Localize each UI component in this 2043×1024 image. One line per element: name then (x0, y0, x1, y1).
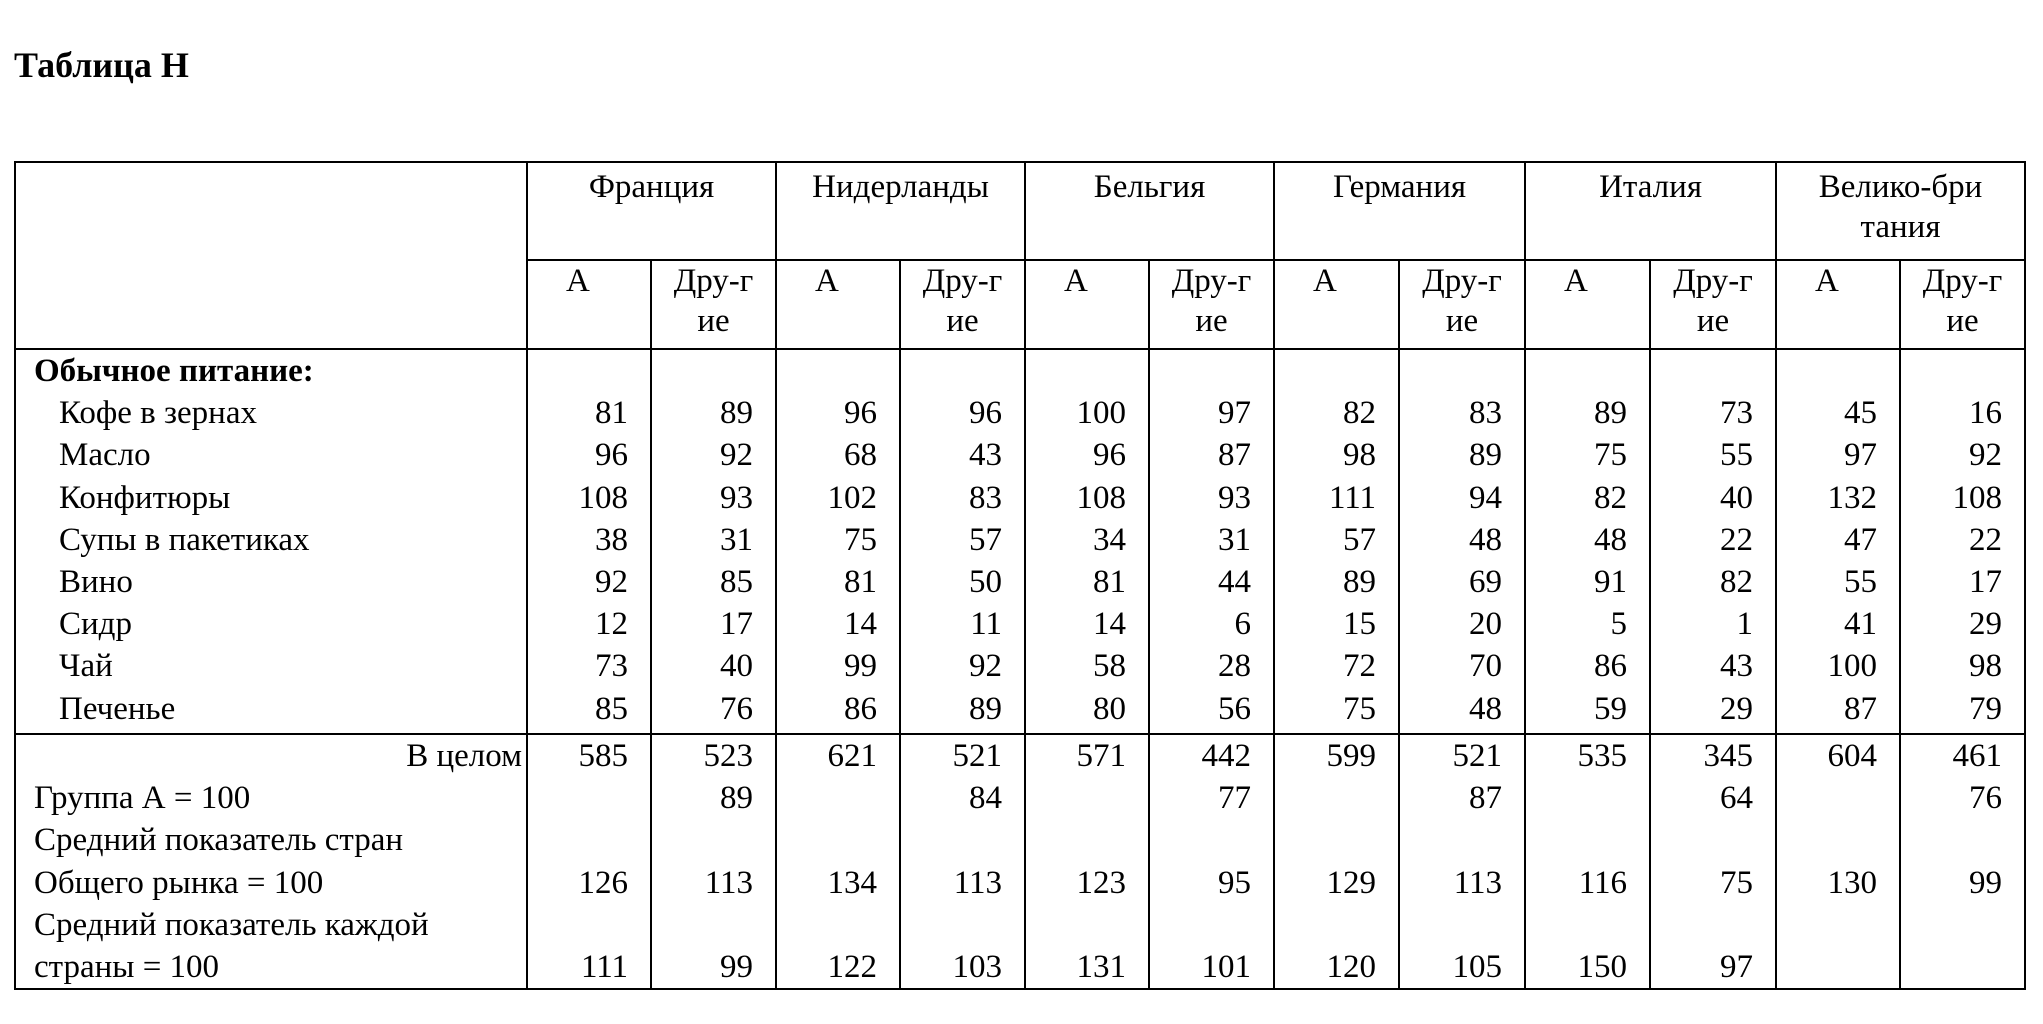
value-cell: 97 (1218, 395, 1252, 432)
value-cell: 99 (844, 648, 878, 685)
common-value: 130 (1827, 864, 1878, 901)
group-value (528, 777, 628, 819)
spacer (1651, 819, 1753, 861)
value-cell: 73 (1720, 395, 1754, 432)
subheader-other-text: Дру-гие (1673, 263, 1753, 339)
value-cell: 48 (1469, 690, 1503, 727)
spacer (777, 904, 877, 946)
value-cell: 102 (827, 479, 878, 516)
common-value: 116 (1578, 864, 1628, 901)
country-value: 122 (827, 948, 878, 985)
value-cell: 11 (970, 606, 1003, 643)
country-value: 120 (1326, 948, 1377, 985)
value-cell: 57 (1343, 521, 1377, 558)
country-value: 111 (580, 948, 628, 985)
value-cell: 69 (1469, 563, 1503, 600)
value-cell: 89 (720, 395, 754, 432)
header-country: Италия (1525, 162, 1776, 260)
country-value: 150 (1577, 948, 1628, 985)
total-value: 585 (578, 738, 628, 774)
subheader-other-text: Дру-гие (1922, 263, 2003, 339)
section-label: Обычное питание: (34, 353, 314, 389)
value-cell: 17 (720, 606, 754, 643)
value-cell: 43 (1720, 648, 1754, 685)
subheader-other (900, 260, 1025, 349)
header-country: Франция (527, 162, 776, 260)
total-value: 604 (1827, 738, 1878, 774)
value-cell: 89 (1594, 395, 1628, 432)
summary-value-column (1900, 734, 2025, 989)
header-country-text: Велико-британия (1818, 169, 1983, 245)
spacer (1777, 819, 1877, 861)
group-value: 89 (720, 780, 754, 817)
spacer (1026, 904, 1126, 946)
value-cell: 98 (1969, 648, 2003, 685)
value-cell: 108 (578, 479, 628, 516)
table-title: Таблица Н (14, 45, 189, 85)
subheader-other-text: Дру-гие (922, 263, 1003, 339)
group-value (777, 777, 877, 819)
value-cell: 29 (1720, 690, 1754, 727)
value-cell: 93 (720, 479, 754, 516)
header-country: Германия (1274, 162, 1525, 260)
value-cell: 48 (1469, 521, 1503, 558)
group-value (1777, 777, 1877, 819)
value-cell: 68 (844, 437, 878, 474)
value-cell: 92 (969, 648, 1003, 685)
value-cell: 28 (1218, 648, 1252, 685)
value-cell: 96 (1093, 437, 1127, 474)
common-value: 95 (1218, 864, 1252, 901)
common-value: 113 (1453, 864, 1503, 901)
total-value: 523 (703, 738, 754, 774)
food-rows (15, 349, 2025, 734)
spacer (1150, 819, 1251, 861)
value-cell: 81 (595, 395, 628, 432)
header-country: Нидерланды (776, 162, 1025, 260)
row-label: Масло (59, 437, 151, 474)
value-column (1776, 349, 1900, 734)
food-label-column (15, 349, 527, 734)
value-cell: 59 (1594, 690, 1628, 727)
subheader-other (1650, 260, 1776, 349)
value-cell: 16 (1969, 395, 2003, 432)
spacer (1150, 904, 1251, 946)
corner-cell (15, 162, 527, 349)
common-label-line1: Средний показатель стран (34, 822, 404, 859)
country-value (1777, 946, 1877, 988)
group-value: 76 (1969, 780, 2003, 817)
spacer (1526, 904, 1627, 946)
data-table (14, 161, 2026, 990)
spacer (1026, 819, 1126, 861)
value-cell: 70 (1469, 648, 1503, 685)
total-value: 599 (1326, 738, 1377, 774)
value-cell: 82 (1343, 395, 1377, 432)
value-cell: 17 (1969, 563, 2003, 600)
value-cell: 85 (720, 563, 754, 600)
value-cell: 75 (1594, 437, 1628, 474)
total-value: 535 (1577, 738, 1628, 774)
country-label-line1: Средний показатель каждой (34, 906, 429, 943)
spacer (528, 819, 628, 861)
spacer (1275, 904, 1376, 946)
summary-value-column (1525, 734, 1650, 989)
value-cell: 97 (1844, 437, 1878, 474)
spacer (1400, 819, 1502, 861)
value-cell: 87 (1218, 437, 1252, 474)
value-column (651, 349, 776, 734)
value-cell: 40 (720, 648, 754, 685)
subheader-a: А (527, 260, 651, 349)
value-cell: 22 (1969, 521, 2003, 558)
total-value: 571 (1076, 738, 1127, 774)
value-cell: 96 (969, 395, 1003, 432)
value-cell: 89 (969, 690, 1003, 727)
country-value (1901, 946, 2002, 988)
total-label: В целом (406, 738, 522, 774)
value-cell: 79 (1969, 690, 2003, 727)
country-value: 101 (1201, 948, 1252, 985)
value-cell: 44 (1218, 563, 1252, 600)
subheader-a: А (1025, 260, 1149, 349)
value-cell: 5 (1610, 606, 1628, 643)
country-value: 103 (952, 948, 1003, 985)
value-cell: 55 (1720, 437, 1754, 474)
value-cell: 31 (720, 521, 754, 558)
value-column (527, 349, 651, 734)
value-cell: 111 (1328, 479, 1377, 516)
subheader-other-text: Дру-гие (673, 263, 754, 339)
country-value: 99 (720, 948, 754, 985)
value-cell: 58 (1093, 648, 1127, 685)
value-cell: 75 (1343, 690, 1377, 727)
spacer (1777, 904, 1877, 946)
subheader-a: А (1525, 260, 1650, 349)
spacer (1901, 904, 2002, 946)
group-value: 64 (1720, 780, 1754, 817)
value-cell: 132 (1827, 479, 1878, 516)
value-cell: 92 (1969, 437, 2003, 474)
value-cell: 93 (1218, 479, 1252, 516)
common-value: 99 (1969, 864, 2003, 901)
spacer (1901, 819, 2002, 861)
country-value: 105 (1452, 948, 1503, 985)
group-label: Группа А = 100 (34, 780, 251, 817)
value-cell: 96 (844, 395, 878, 432)
summary-value-column (1650, 734, 1776, 989)
value-cell: 82 (1594, 479, 1628, 516)
spacer (1400, 904, 1502, 946)
value-cell: 98 (1343, 437, 1377, 474)
group-value: 87 (1469, 780, 1503, 817)
common-value: 126 (578, 864, 628, 901)
value-cell: 91 (1594, 563, 1628, 600)
value-column (1399, 349, 1525, 734)
value-column (1025, 349, 1149, 734)
value-cell: 87 (1844, 690, 1878, 727)
value-cell: 83 (969, 479, 1003, 516)
subheader-other (651, 260, 776, 349)
value-cell: 34 (1093, 521, 1127, 558)
value-cell: 73 (595, 648, 628, 685)
group-value: 77 (1218, 780, 1252, 817)
value-cell: 47 (1844, 521, 1878, 558)
value-cell: 6 (1234, 606, 1252, 643)
common-value: 134 (827, 864, 878, 901)
value-column (1149, 349, 1274, 734)
value-cell: 56 (1218, 690, 1252, 727)
common-value: 113 (953, 864, 1003, 901)
spacer (1275, 819, 1376, 861)
value-cell: 50 (969, 563, 1003, 600)
total-value: 461 (1952, 738, 2003, 774)
subheader-a: А (776, 260, 900, 349)
common-value: 75 (1720, 864, 1754, 901)
summary-value-column (1399, 734, 1525, 989)
spacer (652, 904, 753, 946)
total-value: 521 (1452, 738, 1503, 774)
value-column (1900, 349, 2025, 734)
summary-label-column (15, 734, 527, 989)
spacer (652, 819, 753, 861)
value-column (1650, 349, 1776, 734)
summary-value-column (527, 734, 651, 989)
group-value (1026, 777, 1126, 819)
value-cell: 89 (1343, 563, 1377, 600)
row-label: Вино (59, 563, 133, 600)
value-cell: 81 (1093, 563, 1127, 600)
group-value (1275, 777, 1376, 819)
value-cell: 100 (1827, 648, 1878, 685)
common-value: 123 (1076, 864, 1127, 901)
row-label: Супы в пакетиках (59, 521, 310, 558)
summary-value-column (900, 734, 1025, 989)
value-cell: 76 (720, 690, 754, 727)
value-cell: 108 (1076, 479, 1127, 516)
value-cell: 96 (595, 437, 628, 474)
subheader-other (1900, 260, 2025, 349)
value-cell: 100 (1076, 395, 1127, 432)
total-value: 521 (952, 738, 1003, 774)
value-cell: 20 (1469, 606, 1503, 643)
spacer (901, 904, 1002, 946)
value-cell: 12 (595, 606, 628, 643)
summary-value-column (651, 734, 776, 989)
subheader-a: А (1274, 260, 1399, 349)
value-cell: 22 (1720, 521, 1754, 558)
country-label-line2: страны = 100 (34, 948, 220, 985)
summary-value-column (1025, 734, 1149, 989)
value-cell: 29 (1969, 606, 2003, 643)
row-label: Кофе в зернах (59, 395, 257, 432)
group-value (1526, 777, 1627, 819)
row-label: Печенье (59, 690, 176, 727)
summary-value-column (1149, 734, 1274, 989)
group-value: 84 (969, 780, 1003, 817)
value-cell: 92 (595, 563, 628, 600)
total-value: 621 (827, 738, 878, 774)
summary-value-column (1776, 734, 1900, 989)
summary-rows (15, 734, 2025, 989)
value-cell: 81 (844, 563, 878, 600)
subheader-a: А (1776, 260, 1900, 349)
value-cell: 57 (969, 521, 1003, 558)
subheader-other-text: Дру-гие (1171, 263, 1252, 339)
total-value: 345 (1703, 738, 1754, 774)
country-value: 131 (1076, 948, 1127, 985)
value-cell: 92 (720, 437, 754, 474)
value-cell: 108 (1952, 479, 2003, 516)
value-cell: 1 (1736, 606, 1754, 643)
value-cell: 72 (1343, 648, 1377, 685)
spacer (528, 904, 628, 946)
value-cell: 86 (1594, 648, 1628, 685)
value-column (1525, 349, 1650, 734)
value-cell: 14 (1093, 606, 1127, 643)
value-cell: 31 (1218, 521, 1252, 558)
row-label: Чай (59, 648, 113, 685)
summary-value-column (776, 734, 900, 989)
common-value: 129 (1326, 864, 1377, 901)
value-cell: 45 (1844, 395, 1878, 432)
value-cell: 83 (1469, 395, 1503, 432)
value-cell: 82 (1720, 563, 1754, 600)
row-label: Сидр (59, 606, 132, 643)
subheader-other (1399, 260, 1525, 349)
value-cell: 41 (1844, 606, 1878, 643)
summary-value-column (1274, 734, 1399, 989)
value-cell: 94 (1469, 479, 1503, 516)
value-cell: 48 (1594, 521, 1628, 558)
spacer (1651, 904, 1753, 946)
spacer (1526, 819, 1627, 861)
value-cell: 43 (969, 437, 1003, 474)
value-cell: 14 (844, 606, 878, 643)
spacer (901, 819, 1002, 861)
value-cell: 15 (1343, 606, 1377, 643)
subheader-other (1149, 260, 1274, 349)
value-cell: 86 (844, 690, 878, 727)
total-value: 442 (1201, 738, 1252, 774)
value-column (900, 349, 1025, 734)
header-country: Бельгия (1025, 162, 1274, 260)
header-country (1776, 162, 2025, 260)
country-value: 97 (1720, 948, 1754, 985)
value-cell: 75 (844, 521, 878, 558)
row-label: Конфитюры (59, 479, 231, 516)
value-cell: 38 (595, 521, 628, 558)
spacer (777, 819, 877, 861)
value-cell: 55 (1844, 563, 1878, 600)
value-column (776, 349, 900, 734)
value-cell: 80 (1093, 690, 1127, 727)
country-header-row (15, 162, 2025, 260)
subheader-other-text: Дру-гие (1422, 263, 1502, 339)
common-label-line2: Общего рынка = 100 (34, 864, 324, 901)
value-cell: 40 (1720, 479, 1754, 516)
value-cell: 89 (1469, 437, 1503, 474)
common-value: 113 (704, 864, 754, 901)
value-column (1274, 349, 1399, 734)
value-cell: 85 (595, 690, 628, 727)
